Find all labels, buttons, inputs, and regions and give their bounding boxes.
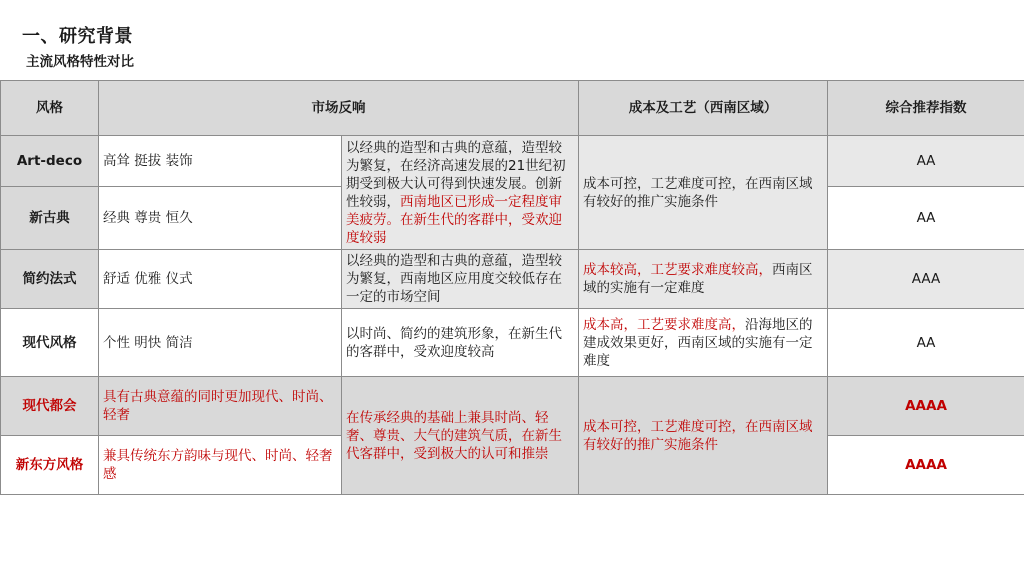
table-row xyxy=(1,136,1024,187)
cost-process xyxy=(579,250,828,309)
style-tags: 经典 尊贵 恒久 xyxy=(99,187,342,250)
cost-process: 成本可控，工艺难度可控，在西南区域有较好的推广实施条件 xyxy=(579,136,828,250)
style-name: Art-deco xyxy=(1,136,99,187)
header-style: 风格 xyxy=(1,81,99,136)
rating: AA xyxy=(828,309,1024,377)
rating: AAA xyxy=(828,250,1024,309)
rating: AA xyxy=(828,187,1024,250)
style-name: 新古典 xyxy=(1,187,99,250)
style-name: 现代风格 xyxy=(1,309,99,377)
style-tags: 高耸 挺拔 装饰 xyxy=(99,136,342,187)
style-name: 现代都会 xyxy=(1,377,99,436)
market-response: 以时尚、简约的建筑形象，在新生代的客群中，受欢迎度较高 xyxy=(342,309,579,377)
style-tags: 个性 明快 简洁 xyxy=(99,309,342,377)
market-text: 以经典的造型和古典的意蕴，造型较为繁复，在经济高速发展的21世纪初期受到极大认可得到快速发展。创新性较弱， xyxy=(346,139,566,210)
market-response: 以经典的造型和古典的意蕴，造型较为繁复，西南地区应用度交较低存在一定的市场空间 xyxy=(342,250,579,309)
market-response: 在传承经典的基础上兼具时尚、轻奢、尊贵、大气的建筑气质，在新生代客群中，受到极大的认可和推崇 xyxy=(342,377,579,495)
cost-text-highlight: 成本较高，工艺要求难度较高， xyxy=(583,262,772,278)
rating: AAAA xyxy=(828,436,1024,495)
cost-text: 沿海地区的建成效果更好，西南区域的实施有一定难度 xyxy=(583,316,813,369)
cost-text-highlight: 成本高，工艺要求难度高， xyxy=(583,316,745,333)
market-response xyxy=(342,136,579,250)
cost-process: 成本可控，工艺难度可控，在西南区域有较好的推广实施条件 xyxy=(579,377,828,495)
cost-text: 西南区域的实施有一定难度 xyxy=(583,262,813,296)
table-row xyxy=(1,309,1024,377)
header-cost: 成本及工艺（西南区域） xyxy=(579,81,828,136)
page-title: 一、研究背景 xyxy=(22,26,133,47)
style-comparison-table xyxy=(0,80,1024,495)
style-tags: 兼具传统东方韵味与现代、时尚、轻奢感 xyxy=(99,436,342,495)
table-row xyxy=(1,250,1024,309)
style-tags: 具有古典意蕴的同时更加现代、时尚、轻奢 xyxy=(99,377,342,436)
table-row xyxy=(1,377,1024,436)
table-header-row xyxy=(1,81,1024,136)
market-text-highlight: 西南地区已形成一定程度审美疲劳。在新生代的客群中，受欢迎度较弱 xyxy=(346,193,562,246)
page-subtitle: 主流风格特性对比 xyxy=(26,54,134,70)
style-tags: 舒适 优雅 仪式 xyxy=(99,250,342,309)
rating: AA xyxy=(828,136,1024,187)
style-name: 简约法式 xyxy=(1,250,99,309)
cost-process xyxy=(579,309,828,377)
style-name: 新东方风格 xyxy=(1,436,99,495)
header-market: 市场反响 xyxy=(99,81,579,136)
header-rating: 综合推荐指数 xyxy=(828,81,1024,136)
rating: AAAA xyxy=(828,377,1024,436)
